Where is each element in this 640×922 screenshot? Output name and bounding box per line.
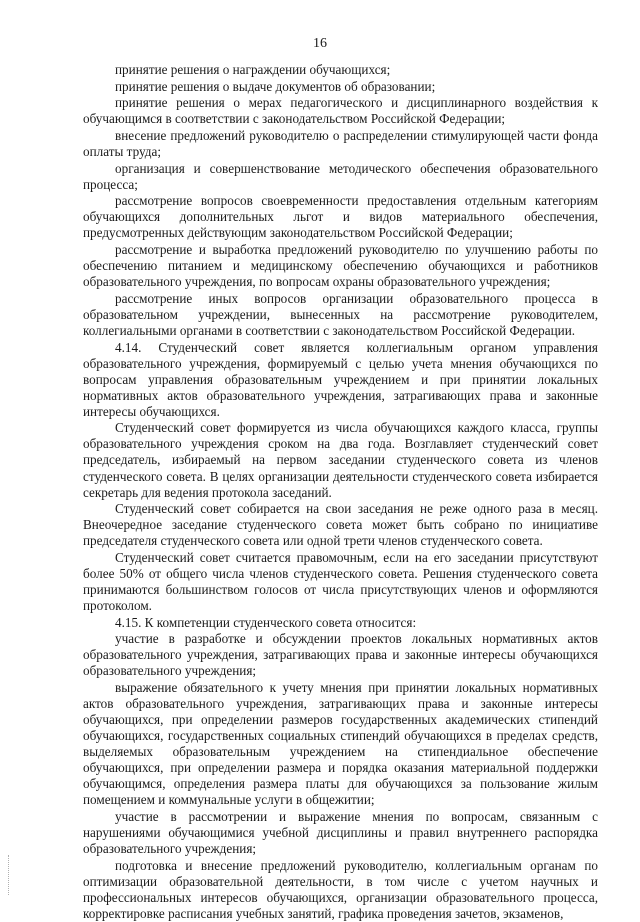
paragraph: рассмотрение и выработка предложений руководителю по улучшению работы по обеспечению питанием и медицинскому обеспечению обучающихся и работников образовательного учреждения, по вопросам охраны образовательного учреждения; [83,242,598,290]
paragraph: принятие решения о мерах педагогического и дисциплинарного воздействия к обучающимся в соответствии с законодательством Российской Федерации; [83,95,598,127]
paragraph: Студенческий совет формируется из числа обучающихся каждого класса, группы образовательного учреждения сроком на два года. Возглавляет студенческий совет председатель, избираемый на первом заседании студенческого совета из членов студенческого совета. В целях организации деятельности студенческого совета избирается секретарь для ведения протокола заседаний. [83,420,598,500]
paragraph: принятие решения о награждении обучающихся; [115,62,391,77]
paragraph: внесение предложений руководителю о распределении стимулирующей части фонда оплаты труда; [83,127,598,160]
paragraph: организация и совершенствование методического обеспечения образовательного процесса; [83,160,598,192]
paragraph: рассмотрение вопросов своевременности предоставления отдельным категориям обучающихся дополнительных льгот и видов материального обеспечения, предусмотренных действующим законодательством Российской Федерации; [83,193,598,241]
paragraph: выражение обязательного к учету мнения при принятии локальных нормативных актов образовательного учреждения, затрагивающих права и законные интересы обучающихся, при определении размеров государственных академических стипендий обучающихся, государственных социальных стипендий обучающихся в пределах средств, выделяемых образовательным учреждением на стипендиальное обеспечение обучающихся, при определении размера и порядка оказания материальной поддержки обучающимся, определения размера платы для обучающихся за пользование жилым помещением и коммунальные услуги в общежитии; [83,680,598,808]
paragraph-4-15: 4.15. К компетенции студенческого совета относится: [115,614,417,630]
paragraph: подготовка и внесение предложений руководителю, коллегиальным органам по оптимизации образовательной деятельности, в том числе с учетом научных и профессиональных интересов обучающихся, организации образовательного процесса, корректировке расписания учебных занятий, графика проведения зачетов, экзаменов, [83,857,598,921]
paragraph: участие в разработке и обсуждении проектов локальных нормативных актов образовательного учреждения, затрагивающих права и законные интересы обучающихся образовательного учреждения; [83,631,598,679]
paragraph-4-14: 4.14. Студенческий совет является коллегиальным органом управления образовательного учреждения, формируемый с целью учета мнения обучающихся по вопросам управления образовательным учреждением и при принятии локальных нормативных актов образовательного учреждения, затрагивающих права и законные интересы обучающихся. [83,339,598,419]
paragraph: Студенческий совет собирается на свои заседания не реже одного раза в месяц. Внеочередное заседание студенческого совета может быть собрано по инициативе председателя студенческого совета или одной трети членов студенческого совета. [83,501,598,549]
paragraph: принятие решения о выдаче документов об образовании; [115,78,436,94]
paragraph: рассмотрение иных вопросов организации образовательного процесса в образовательном учреждении, вынесенных на рассмотрение руководителем, коллегиальными органами в соответствии с законодательством Российской Федерации. [83,290,598,338]
page-number: 16 [313,36,327,51]
paragraph: Студенческий совет считается правомочным, если на его заседании присутствуют более 50% от общего числа членов студенческого совета. Решения студенческого совета принимаются большинством голосов от числа присутствующих членов и оформляются протоколом. [83,549,598,614]
scan-edge-marks [8,855,12,895]
body-text [83,62,598,922]
paragraph: участие в рассмотрении и выражение мнения по вопросам, связанным с нарушениями обучающимися учебной дисциплины и правил внутреннего распорядка образовательного учреждения; [83,809,598,857]
